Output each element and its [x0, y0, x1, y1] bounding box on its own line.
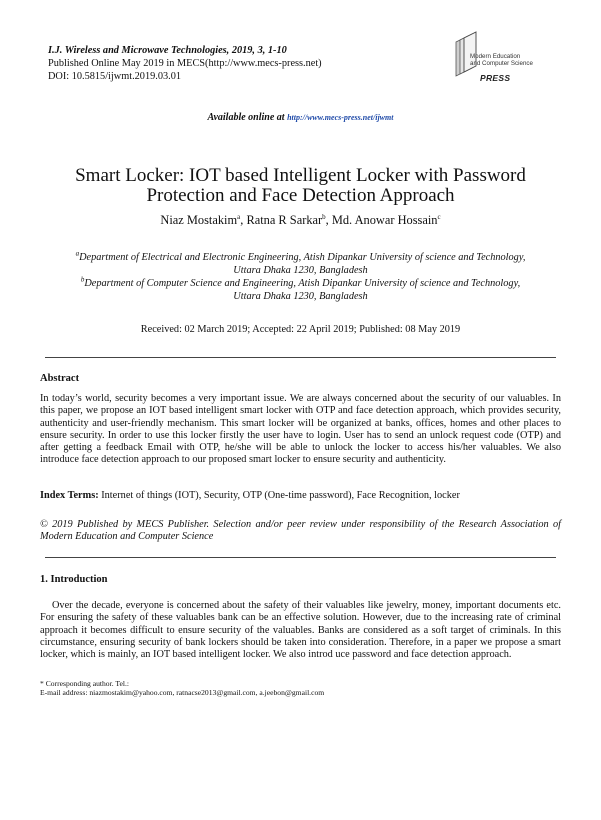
title-line-2: Protection and Face Detection Approach	[146, 185, 455, 206]
journal-citation: I.J. Wireless and Microwave Technologies, 2019, 3, 1-10	[48, 45, 287, 56]
published-online: Published Online May 2019 in MECS(http://www.mecs-press.net)	[48, 58, 322, 70]
author-sep: ,	[325, 213, 332, 227]
abstract-heading: Abstract	[40, 373, 80, 384]
author-3-sup: c	[437, 212, 441, 221]
index-terms	[40, 490, 561, 502]
divider-top	[45, 357, 556, 358]
footnote-corresponding: * Corresponding author. Tel.:	[40, 679, 129, 688]
journal-url-link[interactable]: http://www.mecs-press.net/ijwmt	[287, 113, 394, 122]
author-2: Ratna R Sarkar	[246, 213, 323, 227]
journal-header	[48, 44, 322, 84]
affiliation-a	[40, 251, 561, 264]
footnote	[40, 679, 561, 697]
affiliation-a-line1: Department of Electrical and Electronic Engineering, Atish Dipankar University of science and Technology,	[79, 252, 526, 263]
affiliation-b-city: Uttara Dhaka 1230, Bangladesh	[233, 291, 368, 302]
logo-press: PRESS	[480, 73, 511, 83]
logo-text	[470, 54, 533, 67]
doi: DOI: 10.5815/ijwmt.2019.03.01	[48, 71, 181, 83]
affiliation-a-city: Uttara Dhaka 1230, Bangladesh	[233, 265, 368, 276]
index-terms-text: Internet of things (IOT), Security, OTP (One-time password), Face Recognition, locker	[98, 490, 460, 501]
index-terms-label: Index Terms:	[40, 490, 99, 501]
affiliation-b-sup: b	[80, 275, 85, 284]
affiliation-a-sup: a	[75, 249, 80, 258]
author-sep: ,	[240, 213, 247, 227]
author-2-sup: b	[322, 212, 326, 221]
introduction-heading: 1. Introduction	[40, 574, 108, 585]
affiliation-b-line1: Department of Computer Science and Engineering, Atish Dipankar University of science and Technology,	[84, 278, 521, 289]
author-1-sup: a	[237, 212, 241, 221]
divider-bottom	[45, 557, 556, 558]
introduction-text: Over the decade, everyone is concerned about the safety of their valuables like jewelry, money, important documents etc. For ensuring the safety of these valuables bank can be an effective solution. However, due to the increasing rate of criminal approach it becomes difficult to ensure security of the valuables. Banks are considered as a soft target of criminals. In this circumstance, ensuring security of bank lockers should be taken into consideration. Therefore, in a paper we propose a smart locker, which is mainly, an IOT based intelligent locker. We also introd uce password and face detection approach.	[40, 600, 561, 661]
author-list	[0, 213, 601, 228]
author-3: Md. Anowar Hossain	[331, 213, 438, 227]
copyright-notice: © 2019 Published by MECS Publisher. Selection and/or peer review under responsibility of the Research Association of Modern Education and Computer Science	[40, 519, 561, 543]
available-label: Available online at	[207, 112, 285, 123]
paper-title	[40, 166, 561, 206]
affiliations	[40, 251, 561, 303]
title-line-1: Smart Locker: IOT based Intelligent Locker with Password	[75, 165, 526, 186]
logo-line2: and Computer Science	[470, 59, 533, 67]
author-1: Niaz Mostakim	[160, 213, 238, 227]
logo-line1: Modern Education	[470, 53, 521, 60]
affiliation-b	[40, 277, 561, 290]
received-dates: Received: 02 March 2019; Accepted: 22 April 2019; Published: 08 May 2019	[140, 324, 461, 335]
abstract-text: In today’s world, security becomes a very important issue. We are always concerned about the security of our valuables. In this paper, we propose an IOT based intelligent smart locker with OTP and face detection approach, which provides security, authenticity and user-friendly mechanism. This smart locker will be organized at banks, offices, homes and other places to ensure security. In order to use this locker firstly the user have to login. User has to send an unlock request code (OTP) and after getting a feedback Email with OTP, he/she will be able to unlock the locker to access his/her valuables. We also introduce face detection approach to our proposed smart locker to ensure security and authenticity.	[40, 393, 561, 466]
available-online	[0, 112, 601, 123]
footnote-emails: E-mail address: niazmostakim@yahoo.com, ratnacse2013@gmail.com, a.jeebon@gmail.com	[40, 688, 325, 698]
